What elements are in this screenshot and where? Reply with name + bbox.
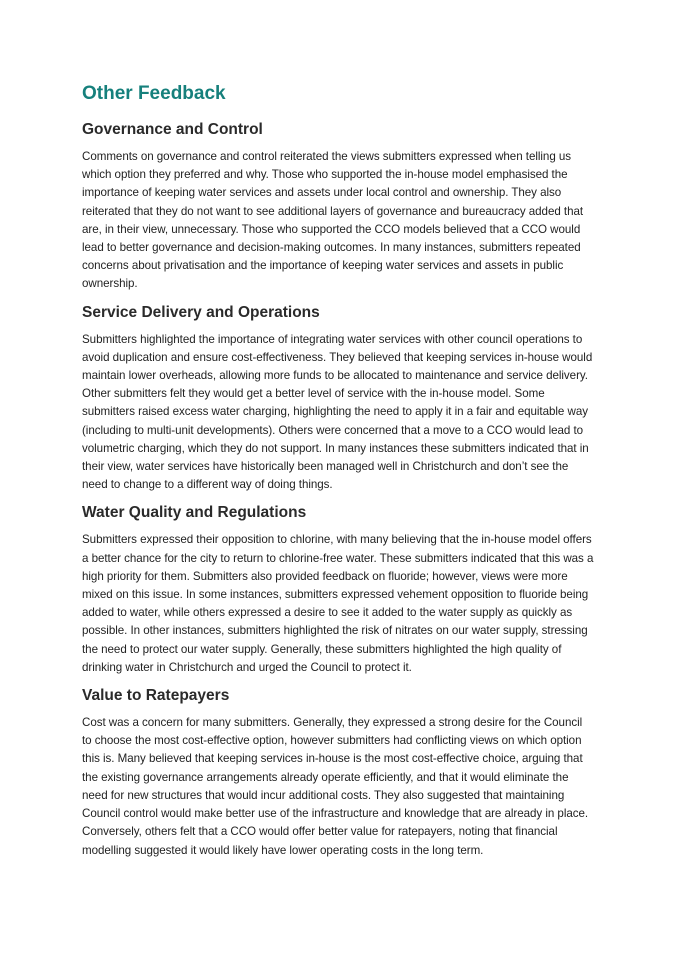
section-water-quality-and-regulations [82,503,594,677]
section-value-to-ratepayers [82,686,594,860]
page-title: Other Feedback [82,83,226,104]
section-heading: Governance and Control [82,121,263,138]
section-heading: Value to Ratepayers [82,687,230,705]
document-page [82,82,594,869]
section-paragraph: Submitters expressed their opposition to chlorine, with many believing that the in-house model offers a better chance for the city to return to chlorine-free water. These submitters indicated that this was a high priority for them. Submitters also provided feedback on fluoride; however, views were more mixed on this issue. In some instances, submitters expressed vehement opposition to fluoride being added to water, while others expressed a desire to see it added to the water supply as quickly as possible. In other instances, submitters highlighted the risk of nitrates on our water supply, stressing the need to protect our water supply. Generally, these submitters highlighted the high quality of drinking water in Christchurch and urged the Council to protect it. [82,533,594,674]
section-service-delivery-and-operations [82,303,594,495]
section-heading: Water Quality and Regulations [82,504,307,522]
section-paragraph: Cost was a concern for many submitters. Generally, they expressed a strong desire for the Council to choose the most cost-effective option, however submitters had conflicting views on which option this is. Many believed that keeping services in-house is the most cost-effective choice, arguing that the existing governance arrangements already operate efficiently, and that it would eliminate the need for new structures that would incur additional costs. They also suggested that maintaining Council control would make better use of the infrastructure and knowledge that are already in place. Conversely, others felt that a CCO would offer better value for ratepayers, noting that financial modelling suggested it would likely have lower operating costs in the long term. [82,716,589,857]
section-heading: Service Delivery and Operations [82,303,320,321]
section-paragraph: Submitters highlighted the importance of integrating water services with other council operations to avoid duplication and ensure cost-effectiveness. They believed that keeping services in-house would maintain lower overheads, allowing more funds to be allocated to maintenance and service delivery. Other submitters felt they would get a better level of service with the in-house model. Some submitters raised excess water charging, highlighting the need to apply it in a fair and equitable way (including to multi-unit developments). Others were concerned that a move to a CCO would lead to volumetric charging, which they do not support. In many instances these submitters indicated that in their view, water services have historically been managed well in Christchurch and don’t see the need to change to a different way of doing things. [82,332,593,492]
section-paragraph: Comments on governance and control reiterated the views submitters expressed when telling us which option they preferred and why. Those who supported the in-house model emphasised the importance of keeping water services and assets under local control and ownership. They also reiterated that they do not want to see additional layers of governance and bureaucracy added that are, in their view, unnecessary. Those who supported the CCO models believed that a CCO would lead to better governance and decision-making outcomes. In many instances, submitters repeated concerns about privatisation and the importance of keeping water services and assets in public ownership. [82,150,584,291]
section-governance-and-control [82,120,594,294]
